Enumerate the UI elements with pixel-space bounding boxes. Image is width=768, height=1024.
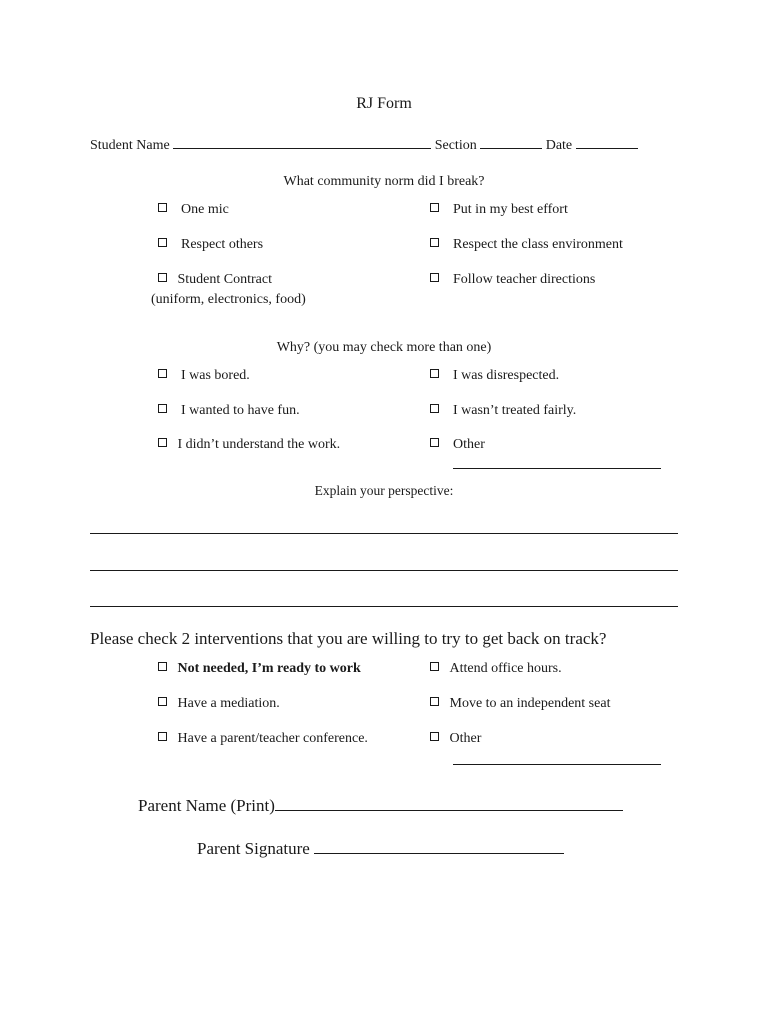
option-label: Put in my best effort (453, 202, 568, 217)
option-label: I wasn’t treated fairly. (453, 403, 577, 418)
checkbox-icon[interactable] (158, 438, 167, 447)
intervention-other-line[interactable] (453, 764, 661, 765)
parent-signature-label: Parent Signature (197, 839, 310, 858)
checkbox-icon[interactable] (430, 404, 439, 413)
section-field[interactable] (480, 136, 542, 149)
option-label: Follow teacher directions (453, 272, 596, 287)
date-field[interactable] (576, 136, 638, 149)
parent-name-row (138, 796, 623, 816)
student-name-label: Student Name (90, 138, 170, 153)
option-label: Attend office hours. (449, 661, 562, 676)
norm-option-best-effort[interactable] (430, 202, 568, 218)
option-label: Student Contract (177, 272, 272, 287)
intervention-option-independent-seat[interactable] (430, 696, 610, 712)
checkbox-icon[interactable] (158, 203, 167, 212)
checkbox-icon[interactable] (430, 732, 439, 741)
option-label: I didn’t understand the work. (177, 437, 341, 452)
form-title: RJ Form (356, 95, 412, 112)
perspective-line-2[interactable] (90, 570, 678, 571)
option-label: Respect others (181, 237, 264, 252)
option-label: I was bored. (181, 368, 250, 383)
option-label: Other (449, 731, 482, 746)
checkbox-icon[interactable] (430, 238, 439, 247)
student-info-line (90, 136, 638, 154)
option-label: Other (453, 437, 485, 452)
parent-signature-field[interactable] (314, 839, 564, 854)
norm-option-class-environment[interactable] (430, 237, 623, 253)
intervention-option-mediation[interactable] (158, 696, 280, 712)
perspective-line-1[interactable] (90, 533, 678, 534)
checkbox-icon[interactable] (158, 662, 167, 671)
why-option-didnt-understand[interactable] (158, 437, 340, 453)
norm-option-student-contract[interactable] (158, 272, 272, 288)
why-option-fun[interactable] (158, 403, 300, 419)
date-label: Date (545, 138, 573, 153)
student-name-field[interactable] (173, 136, 431, 149)
parent-name-field[interactable] (275, 796, 623, 811)
parent-signature-row (197, 839, 564, 859)
norm-option-respect-others[interactable] (158, 237, 263, 253)
option-label: Move to an independent seat (449, 696, 611, 711)
norms-question: What community norm did I break? (283, 174, 485, 189)
option-label: Not needed, I’m ready to work (177, 661, 361, 676)
perspective-prompt: Explain your perspective: (314, 483, 454, 498)
interventions-question: Please check 2 interventions that you are willing to try to get back on track? (90, 629, 607, 648)
intervention-option-not-needed[interactable] (158, 661, 361, 677)
checkbox-icon[interactable] (158, 697, 167, 706)
checkbox-icon[interactable] (430, 273, 439, 282)
student-contract-note: (uniform, electronics, food) (151, 292, 306, 307)
parent-name-label: Parent Name (Print) (138, 796, 275, 815)
checkbox-icon[interactable] (158, 238, 167, 247)
section-label: Section (434, 138, 477, 153)
checkbox-icon[interactable] (158, 369, 167, 378)
checkbox-icon[interactable] (158, 732, 167, 741)
why-option-bored[interactable] (158, 368, 250, 384)
checkbox-icon[interactable] (430, 438, 439, 447)
why-option-unfair[interactable] (430, 403, 576, 419)
intervention-option-other[interactable] (430, 731, 481, 747)
norm-option-teacher-directions[interactable] (430, 272, 595, 288)
why-option-disrespected[interactable] (430, 368, 559, 384)
checkbox-icon[interactable] (158, 273, 167, 282)
intervention-option-office-hours[interactable] (430, 661, 562, 677)
option-label: One mic (181, 202, 229, 217)
norm-option-one-mic[interactable] (158, 202, 229, 218)
why-option-other[interactable] (430, 437, 485, 453)
checkbox-icon[interactable] (430, 203, 439, 212)
intervention-option-conference[interactable] (158, 731, 368, 747)
checkbox-icon[interactable] (430, 662, 439, 671)
why-question: Why? (you may check more than one) (276, 340, 492, 355)
option-label: Have a mediation. (177, 696, 280, 711)
option-label: Respect the class environment (453, 237, 623, 252)
checkbox-icon[interactable] (430, 369, 439, 378)
option-label: I was disrespected. (453, 368, 560, 383)
option-label: I wanted to have fun. (181, 403, 300, 418)
why-other-line[interactable] (453, 468, 661, 469)
checkbox-icon[interactable] (158, 404, 167, 413)
checkbox-icon[interactable] (430, 697, 439, 706)
option-label: Have a parent/teacher conference. (177, 731, 368, 746)
perspective-line-3[interactable] (90, 606, 678, 607)
